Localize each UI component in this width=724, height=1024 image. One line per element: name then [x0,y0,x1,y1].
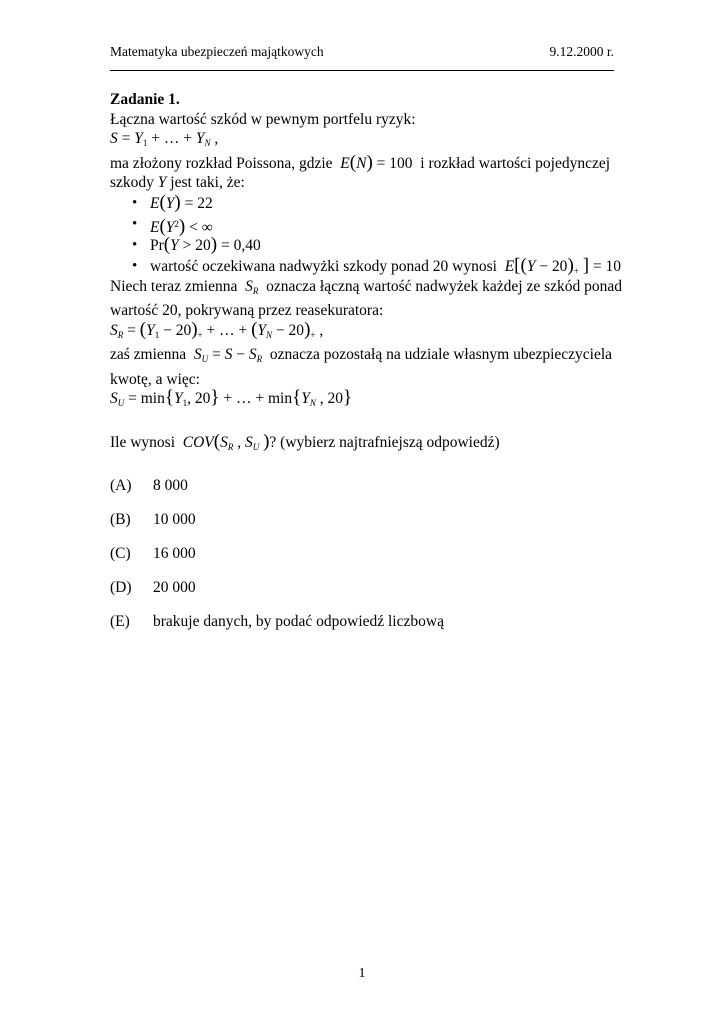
task-intro: Łączna wartość szkód w pewnym portfelu ryzyk: [110,110,416,128]
assumption-item: • wartość oczekiwana nadwyżki szkody ponad 20 wynosi $E[(Y - 20)_+$ ] = 10 [110,256,620,277]
answer-option[interactable] [110,578,620,612]
retention-text-post: oznacza pozostałą na udziale własnym ubezpieczyciela [269,346,613,363]
paragraph-poisson [110,151,620,174]
paragraph-retention-2: kwotę, a więc: [110,370,200,388]
claim-variable: Y [157,174,167,191]
paragraph-reinsurer-2: wartość 20, pokrywaną przez reasekuratora: [110,302,384,319]
answer-text: 20 000 [153,579,196,596]
answer-text: brakuje danych, by podać odpowiedź liczbową [153,613,444,630]
answer-label: (A) [110,477,132,494]
paragraph-reinsurer [110,277,623,302]
answer-label: (C) [110,545,131,562]
assumption-item: • Pr(Y > 20) = 0,40 [110,235,620,256]
answer-option[interactable] [110,476,620,510]
su-definition: $S_U = S - S_R$ [193,346,263,364]
answer-label: (D) [110,579,132,596]
claim-text-post: jest taki, że: [170,174,245,191]
reinsurer-text-post: oznacza łączną wartość nadwyżek każdej ze szkód ponad [266,277,623,295]
answer-option[interactable] [110,612,620,646]
page-number: 1 [358,966,366,981]
question-text-pre: Ile wynosi [110,433,176,451]
answer-option[interactable] [110,510,620,544]
answer-label: (B) [110,511,131,528]
assumption-item: • $E(Y^2)$ < ∞ [110,214,620,235]
task-title: Zadanie 1. [110,91,180,108]
paragraph-retention [110,345,620,370]
paragraph-claim [110,173,620,193]
answer-label: (E) [110,613,130,630]
answer-text: 10 000 [153,511,196,528]
en-formula: E(N) = 100 [340,151,413,173]
su-formula: $S_U = \min\{Y_1$, 20} + … + $\min\{Y_N$ , 20} [110,387,353,408]
claim-text-pre: szkody [110,174,154,191]
sr-variable: $S_R$ [245,277,259,296]
answer-text: 8 000 [153,477,188,494]
poisson-text-post: i rozkład wartości pojedynczej [420,154,611,172]
question-text-post: ? (wybierz najtrafniejszą odpowiedź) [269,433,500,451]
assumption-list [110,193,620,277]
task-content [110,90,623,646]
header-subject: Matematyka ubezpieczeń majątkowych [110,44,324,59]
answer-option[interactable] [110,544,620,578]
retention-text-pre: zaś zmienna [110,346,187,363]
reinsurer-text-pre: Niech teraz zmienna [110,277,238,295]
question [110,430,620,458]
answer-list [110,476,620,646]
sr-formula: $S_R = (Y_1 - 20)_+$ + … + $(Y_N - 20)_+$ , [110,318,324,340]
answer-text: 16 000 [153,545,196,562]
s-formula: $S = Y_1$ + … + $Y_N$ , [110,130,219,148]
page-header [110,44,614,71]
poisson-text-pre: ma złożony rozkład Poissona, gdzie [110,154,333,172]
header-date: 9.12.2000 r. [549,44,614,59]
assumption-item: • E(Y) = 22 [110,193,620,214]
cov-formula: $COV(S_R$ , $S_U$ ) [182,430,270,452]
